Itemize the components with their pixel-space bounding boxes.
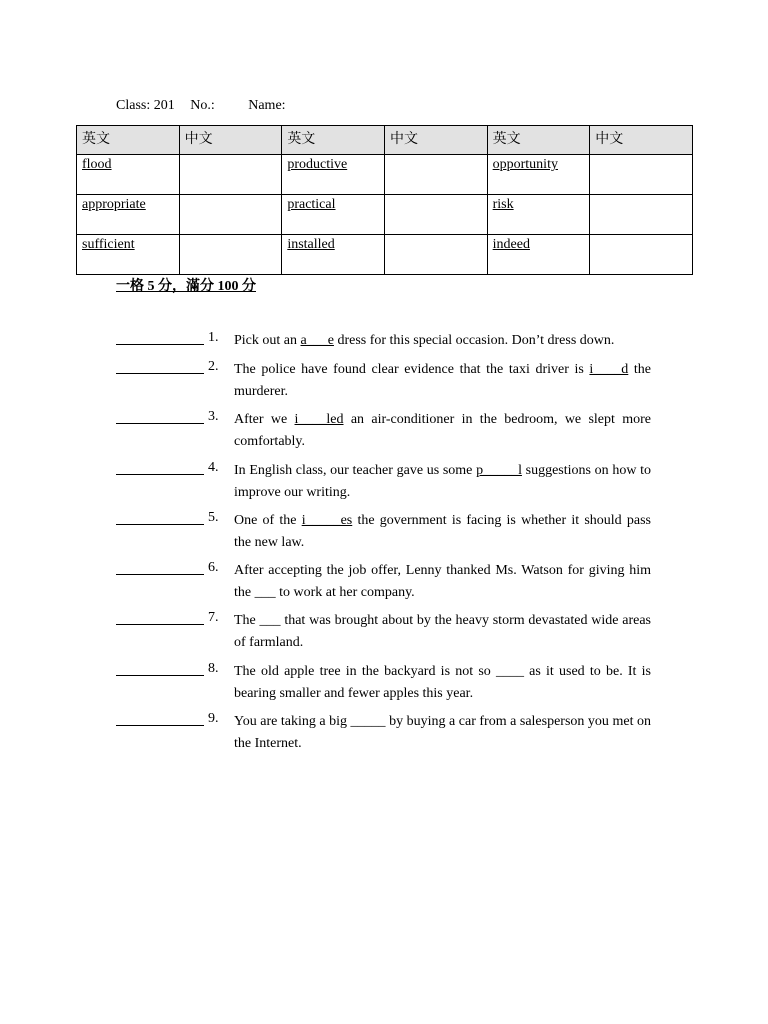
answer-blank[interactable] <box>116 474 204 475</box>
chinese-answer-cell[interactable] <box>179 195 282 235</box>
word-hint: i____led <box>294 412 344 427</box>
question-text <box>234 510 651 554</box>
answer-blank[interactable] <box>116 574 204 575</box>
chinese-answer-cell[interactable] <box>384 195 487 235</box>
question-text <box>234 661 651 705</box>
word-hint: i____d <box>589 362 629 377</box>
answer-blank[interactable] <box>116 624 204 625</box>
score-note: 一格 5 分，滿分 100 分 <box>116 279 256 294</box>
question-post-text: the murderer. <box>234 362 651 399</box>
chinese-answer-cell[interactable] <box>590 235 693 275</box>
question-pre-text: In English class, our teacher gave us some <box>234 463 477 478</box>
question-number: 7. <box>208 610 219 625</box>
question-pre-text: After we <box>234 412 295 427</box>
column-header: 中文 <box>590 126 693 155</box>
question-pre-text: One of the <box>234 513 302 528</box>
chinese-answer-cell[interactable] <box>179 235 282 275</box>
question-number: 4. <box>208 460 219 475</box>
table-row <box>77 155 693 195</box>
column-header: 中文 <box>384 126 487 155</box>
english-word: indeed <box>487 235 590 275</box>
chinese-answer-cell[interactable] <box>384 235 487 275</box>
table-header-row <box>77 126 693 155</box>
question-pre-text: You are taking a big _____ by buying a car from a salesperson you met on the Internet. <box>234 714 651 751</box>
english-word: risk <box>487 195 590 235</box>
question-number: 8. <box>208 661 219 676</box>
english-word: installed <box>282 235 385 275</box>
answer-blank[interactable] <box>116 524 204 525</box>
word-hint: p_____l <box>476 463 522 478</box>
question-text <box>234 610 651 654</box>
question-post-text: suggestions on how to improve our writing. <box>234 463 651 500</box>
question-number: 3. <box>208 409 219 424</box>
answer-blank[interactable] <box>116 373 204 374</box>
column-header: 中文 <box>179 126 282 155</box>
question-text <box>234 460 651 504</box>
name-label: Name: <box>248 98 286 113</box>
question-number: 6. <box>208 560 219 575</box>
question-number: 1. <box>208 330 219 345</box>
column-header: 英文 <box>487 126 590 155</box>
english-word: opportunity <box>487 155 590 195</box>
number-label: No.: <box>190 98 215 113</box>
answer-blank[interactable] <box>116 725 204 726</box>
question-text <box>234 711 651 755</box>
question-number: 5. <box>208 510 219 525</box>
answer-blank[interactable] <box>116 423 204 424</box>
english-word: practical <box>282 195 385 235</box>
question-number: 9. <box>208 711 219 726</box>
question-number: 2. <box>208 359 219 374</box>
word-hint: i_____es <box>301 513 353 528</box>
english-word: sufficient <box>77 235 180 275</box>
vocabulary-table <box>76 125 693 275</box>
question-pre-text: The police have found clear evidence that the taxi driver is <box>234 362 590 377</box>
question-post-text: dress for this special occasion. Don’t dress down. <box>333 333 615 348</box>
chinese-answer-cell[interactable] <box>179 155 282 195</box>
question-pre-text: The old apple tree in the backyard is not so ____ as it used to be. It is bearing smaller and fewer apples this year. <box>234 664 651 701</box>
question-pre-text: After accepting the job offer, Lenny thanked Ms. Watson for giving him the ___ to work at her company. <box>234 563 651 600</box>
table-row <box>77 195 693 235</box>
answer-blank[interactable] <box>116 675 204 676</box>
table-row <box>77 235 693 275</box>
question-post-text: the government is facing is whether it should pass the new law. <box>234 513 651 550</box>
question-text <box>234 330 651 352</box>
question-text <box>234 560 651 604</box>
english-word: productive <box>282 155 385 195</box>
worksheet-header <box>116 98 286 114</box>
question-post-text: an air-conditioner in the bedroom, we slept more comfortably. <box>234 412 651 449</box>
column-header: 英文 <box>77 126 180 155</box>
chinese-answer-cell[interactable] <box>384 155 487 195</box>
chinese-answer-cell[interactable] <box>590 155 693 195</box>
english-word: appropriate <box>77 195 180 235</box>
answer-blank[interactable] <box>116 344 204 345</box>
chinese-answer-cell[interactable] <box>590 195 693 235</box>
question-pre-text: The ___ that was brought about by the heavy storm devastated wide areas of farmland. <box>234 613 651 650</box>
column-header: 英文 <box>282 126 385 155</box>
question-text <box>234 359 651 403</box>
class-label: Class: 201 <box>116 98 175 113</box>
word-hint: a___e <box>300 333 334 348</box>
question-pre-text: Pick out an <box>234 333 301 348</box>
question-text <box>234 409 651 453</box>
english-word: flood <box>77 155 180 195</box>
